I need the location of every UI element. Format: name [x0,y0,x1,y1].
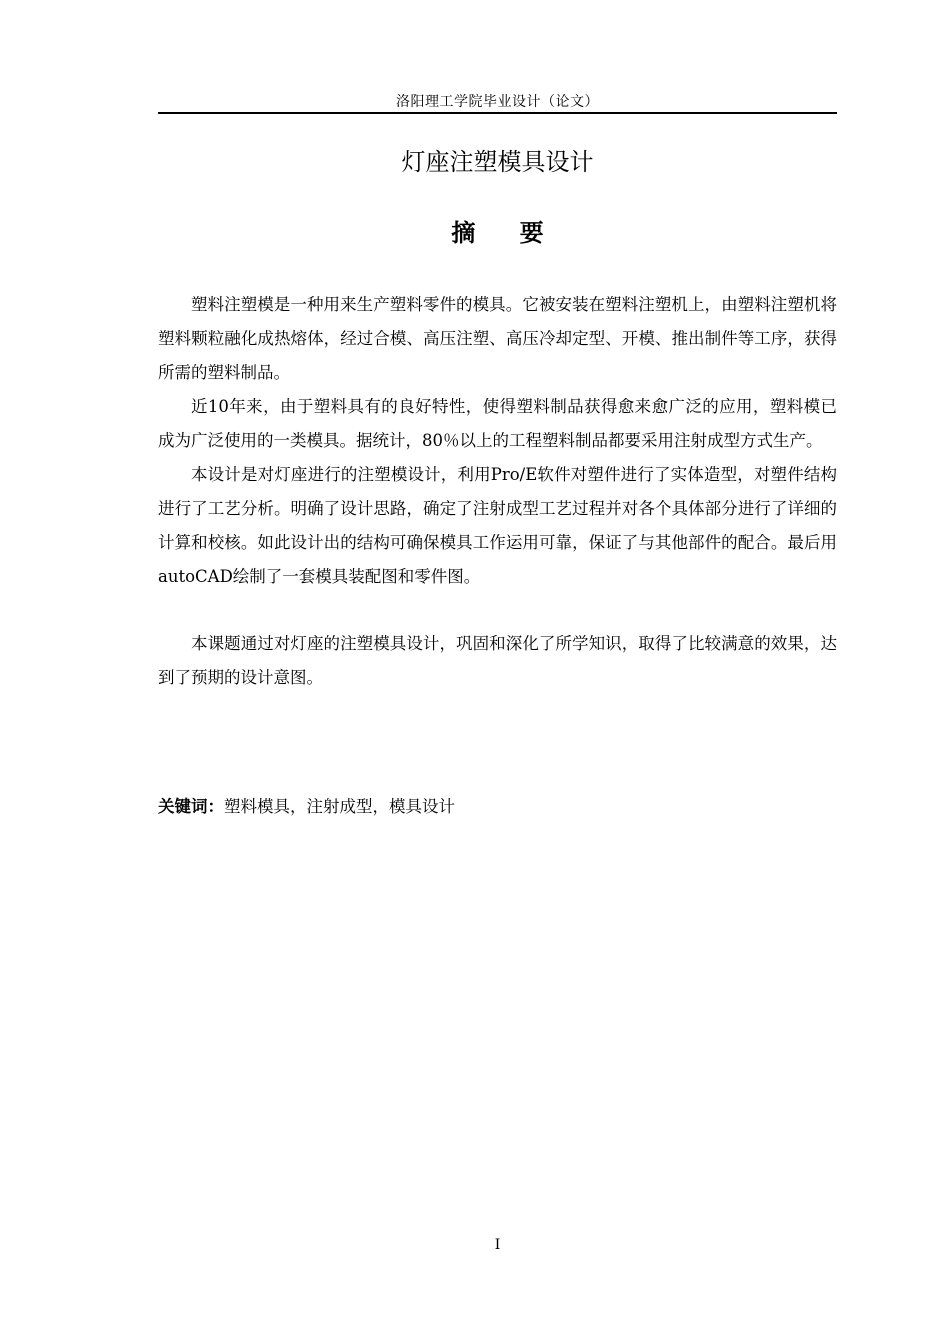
keywords-value: 塑料模具，注射成型，模具设计 [224,797,455,816]
paragraph-spacer [158,594,837,627]
document-title: 灯座注塑模具设计 [401,148,594,176]
running-header: 洛阳理工学院毕业设计（论文） [396,94,599,110]
keywords-line [158,790,837,824]
header-rule [158,112,837,114]
page-number: I [494,1237,501,1253]
abstract-heading: 摘 要 [451,219,562,247]
abstract-paragraph: 本设计是对灯座进行的注塑模设计，利用Pro/E软件对塑件进行了实体造型，对塑件结构进行了工艺分析。明确了设计思路，确定了注射成型工艺过程并对各个具体部分进行了详细的计算和校核。如此设计出的结构可确保模具工作运用可靠，保证了与其他部件的配合。最后用autoCAD绘制了一套模具装配图和零件图。 [158,465,837,586]
abstract-body [158,288,837,695]
keywords-label: 关键词： [158,797,224,816]
abstract-paragraph: 塑料注塑模是一种用来生产塑料零件的模具。它被安装在塑料注塑机上，由塑料注塑机将塑料颗粒融化成热熔体，经过合模、高压注塑、高压冷却定型、开模、推出制件等工序，获得所需的塑料制品。 [158,295,837,382]
abstract-paragraph: 本课题通过对灯座的注塑模具设计，巩固和深化了所学知识，取得了比较满意的效果，达到了预期的设计意图。 [158,634,837,687]
abstract-paragraph: 近10年来，由于塑料具有的良好特性，使得塑料制品获得愈来愈广泛的应用，塑料模已成为广泛使用的一类模具。据统计，80％以上的工程塑料制品都要采用注射成型方式生产。 [158,397,837,450]
